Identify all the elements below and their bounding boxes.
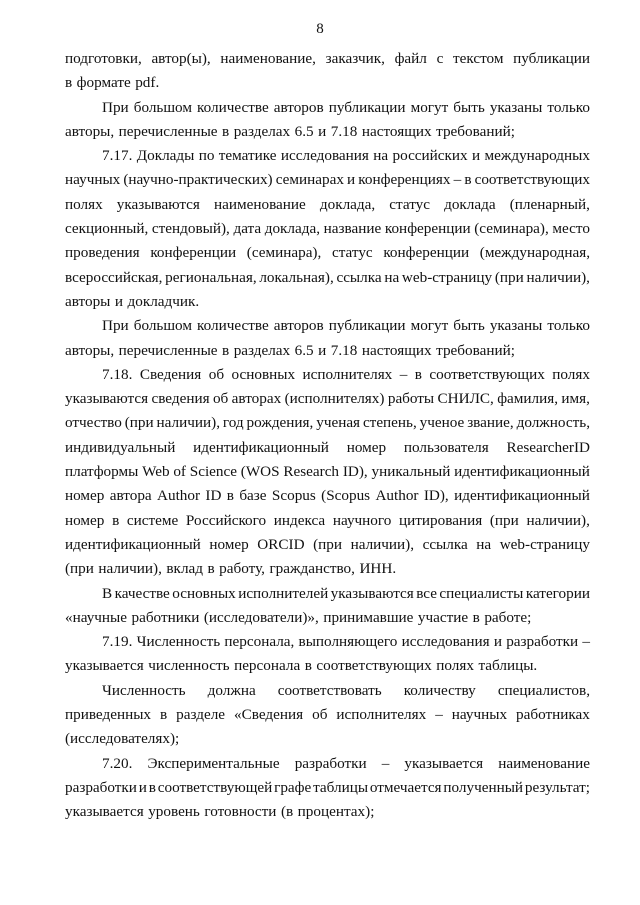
text-line: платформы Web of Science (WOS Research ID), уникальный идентификационный	[65, 463, 590, 481]
paragraph	[65, 679, 590, 752]
text-line: секционный, стендовый), дата доклада, название конференции (семинара), место	[65, 220, 590, 238]
paragraph	[65, 314, 590, 363]
text-line: авторы и докладчик.	[65, 292, 200, 310]
text-line: научных (научно-практических) семинарах и конференциях – в соответствующих	[65, 171, 590, 189]
text-line: 7.18. Сведения об основных исполнителях – в соответствующих полях	[102, 365, 590, 383]
document-body	[65, 47, 590, 825]
paragraph	[65, 144, 590, 314]
text-line: авторы, перечисленные в разделах 6.5 и 7.18 настоящих требований;	[65, 122, 515, 140]
text-line: проведения конференции (семинара), статус конференции (международная,	[65, 244, 590, 262]
text-line: (исследователях);	[65, 730, 180, 748]
text-line: отчество (при наличии), год рождения, ученая степень, ученое звание, должность,	[65, 414, 590, 432]
paragraph	[65, 582, 590, 631]
text-line: всероссийская, региональная, локальная), ссылка на web-страницу (при наличии),	[65, 268, 590, 286]
text-line: 7.19. Численность персонала, выполняющего исследования и разработки –	[102, 633, 590, 651]
paragraph	[65, 630, 590, 679]
text-line: В качестве основных исполнителей указываются все специалисты категории	[102, 584, 590, 602]
text-line: 7.17. Доклады по тематике исследования на российских и международных	[102, 147, 590, 165]
paragraph	[65, 96, 590, 145]
text-line: «научные работники (исследователи)», принимавшие участие в работе;	[65, 608, 532, 626]
text-line: полях указываются наименование доклада, статус доклада (пленарный,	[65, 195, 590, 213]
paragraph	[65, 363, 590, 582]
text-line: (при наличии), вклад в работу, гражданство, ИНН.	[65, 560, 397, 578]
text-line: указывается численность персонала в соответствующих полях таблицы.	[65, 657, 538, 675]
text-line: авторы, перечисленные в разделах 6.5 и 7.18 настоящих требований;	[65, 341, 515, 359]
paragraph	[65, 47, 590, 96]
text-line: в формате pdf.	[65, 74, 160, 92]
text-line: При большом количестве авторов публикации могут быть указаны только	[102, 317, 590, 335]
page-number: 8	[316, 21, 324, 37]
text-line: приведенных в разделе «Сведения об исполнителях – научных работниках	[65, 706, 590, 724]
text-line: номер в системе Российского индекса научного цитирования (при наличии),	[65, 511, 590, 529]
text-line: Численность должна соответствовать количеству специалистов,	[102, 681, 590, 699]
text-line: индивидуальный идентификационный номер пользователя ResearcherID	[65, 438, 590, 456]
text-line: идентификационный номер ORCID (при наличии), ссылка на web-страницу	[65, 535, 590, 553]
text-line: подготовки, автор(ы), наименование, заказчик, файл с текстом публикации	[65, 50, 590, 67]
text-line: разработки и в соответствующей графе таблицы отмечается полученный результат;	[65, 778, 590, 796]
text-line: номер автора Author ID в базе Scopus (Scopus Author ID), идентификационный	[65, 487, 590, 505]
text-line: При большом количестве авторов публикации могут быть указаны только	[102, 98, 590, 116]
text-line: указываются сведения об авторах (исполнителях) работы СНИЛС, фамилия, имя,	[65, 390, 590, 408]
text-line: 7.20. Экспериментальные разработки – указывается наименование	[102, 754, 590, 772]
paragraph	[65, 752, 590, 825]
text-line: указывается уровень готовности (в процентах);	[65, 803, 375, 821]
